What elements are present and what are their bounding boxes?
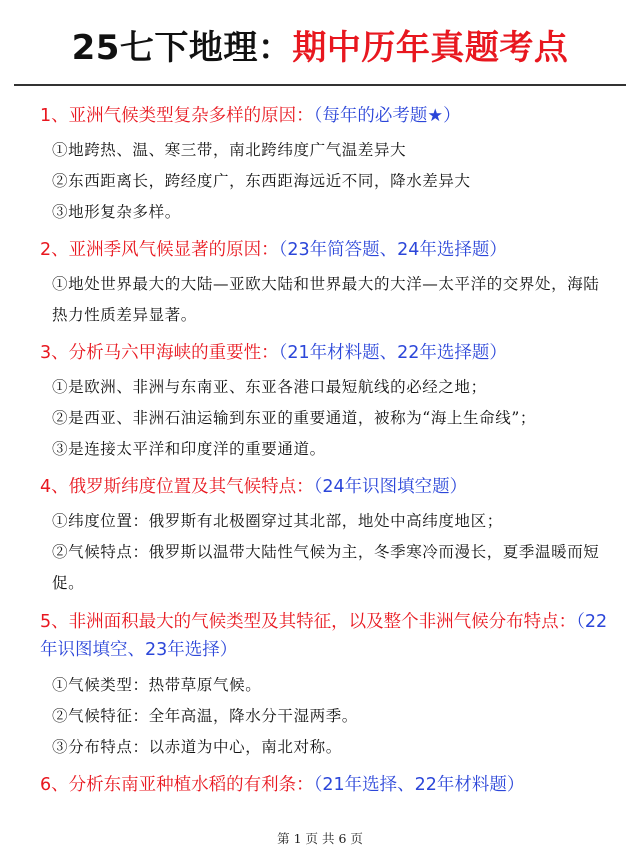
question-heading [40,103,612,129]
question-heading [40,608,612,664]
question-heading [40,340,612,366]
question-source-tag: （21年材料题、22年选择题） [278,343,507,363]
answer-list [52,135,612,228]
question-text: 亚洲气候类型复杂多样的原因： [68,106,314,126]
answer-list [52,269,612,331]
question-source-tag: （23年简答题、24年选择题） [278,240,507,260]
answer-item: ①地处世界最大的大陆—亚欧大陆和世界最大的大洋—太平洋的交界处，海陆热力性质差异显著。 [52,275,600,324]
question-source-tag: （22年识图填空、23年选择） [40,612,608,660]
title-prefix: 25七下地理： [71,27,293,68]
answer-item: ③地形复杂多样。 [52,203,181,221]
question-heading [40,474,612,500]
question-text: 亚洲季风气候显著的原因： [68,240,279,260]
question-source-tag: （24年识图填空题） [313,477,468,497]
question-source-tag: （21年选择、22年材料题） [313,775,525,795]
question-number: 5、 [40,612,69,632]
document-body [0,86,640,798]
answer-item: ①是欧洲、非洲与东南亚、东亚各港口最短航线的必经之地； [52,378,487,396]
page-indicator: 第 1 页 共 6 页 [277,831,363,846]
question-text: 分析东南亚种植水稻的有利条： [68,775,314,795]
question-text: 俄罗斯纬度位置及其气候特点： [68,477,314,497]
question-source-tag: （每年的必考题 [313,106,428,126]
page-title [0,0,640,66]
question-heading [40,772,612,798]
answer-item: ②气候特点：俄罗斯以温带大陆性气候为主，冬季寒冷而漫长，夏季温暖而短促。 [52,543,600,592]
question-text: 分析马六甲海峡的重要性： [68,343,279,363]
answer-item: ②气候特征：全年高温，降水分干湿两季。 [52,707,358,725]
answer-item: ①地跨热、温、寒三带，南北跨纬度广气温差异大 [52,141,407,159]
answer-item: ①纬度位置：俄罗斯有北极圈穿过其北部，地处中高纬度地区； [52,512,503,530]
question-number: 4、 [40,477,69,497]
answer-item: ③分布特点：以赤道为中心，南北对称。 [52,738,342,756]
question-number: 1、 [40,106,69,126]
answer-list [52,506,612,599]
question-heading [40,237,612,263]
question-source-tag-end: ） [443,106,461,126]
star-icon: ★ [427,106,444,126]
question-number: 2、 [40,240,69,260]
answer-item: ②东西距离长，跨经度广，东西距海远近不同，降水差异大 [52,172,471,190]
question-text: 非洲面积最大的气候类型及其特征，以及整个非洲气候分布特点： [68,612,577,632]
question-number: 6、 [40,775,69,795]
answer-item: ①气候类型：热带草原气候。 [52,676,262,694]
answer-list [52,372,612,465]
answer-item: ③是连接太平洋和印度洋的重要通道。 [52,440,326,458]
answer-list [52,670,612,763]
answer-item: ②是西亚、非洲石油运输到东亚的重要通道，被称为“海上生命线”； [52,409,536,427]
title-highlight: 期中历年真题考点 [292,27,569,68]
question-number: 3、 [40,343,69,363]
